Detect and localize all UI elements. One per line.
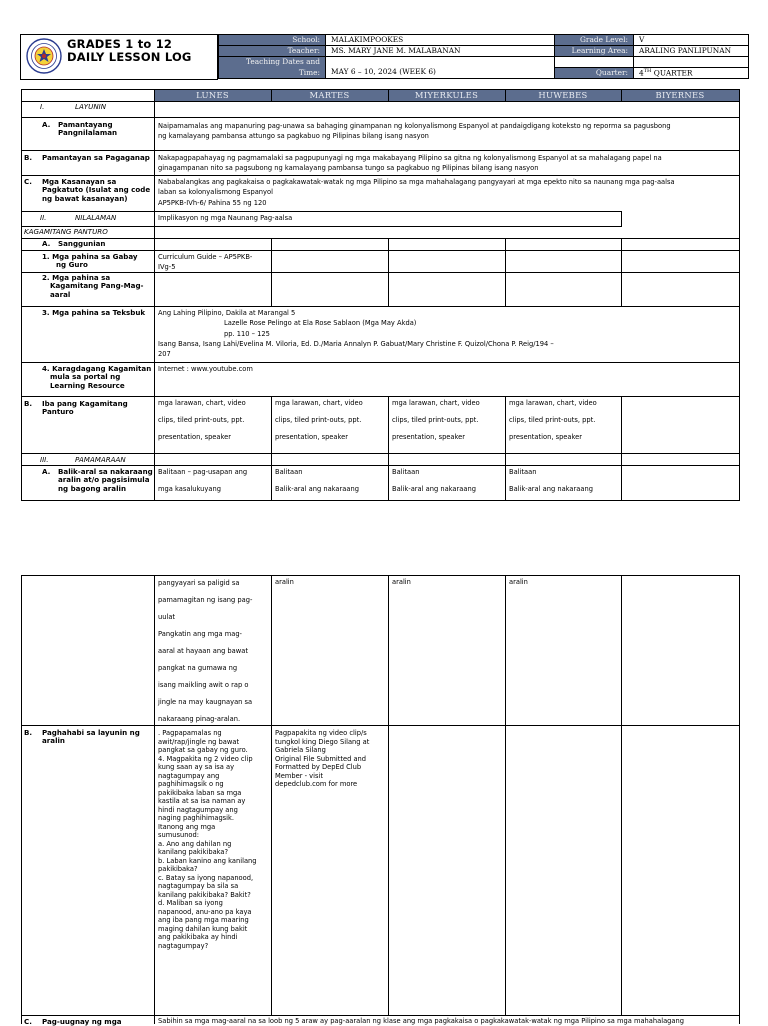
paghahabi-line: hindi nagtagumpay ang — [158, 805, 238, 814]
balik-aral-line: Balitaan — [392, 468, 420, 476]
quarter-label: Quarter: — [554, 67, 633, 78]
balik-aral-line: Balik-aral ang nakaraang — [509, 485, 593, 493]
iba-pang-lunes — [158, 395, 246, 446]
paghahabi-line: awit/rap/jingle ng bawat — [158, 737, 240, 746]
paghahabi-lunes — [158, 729, 257, 950]
paghahabi-line: maging dahilan kung bakit — [158, 924, 248, 933]
continued-line: pangkat na gumawa ng — [158, 664, 238, 672]
row-teksbuk-text-4: Isang Bansa, Isang Lahi/Evelina M. Viloria, Ed. D./Maria Annalyn P. Gabuat/Mary Christine F. Quizol/Chona P. Reig/194 – — [158, 339, 554, 348]
row-gabay-text — [158, 252, 252, 273]
balik-aral-line: Balik-aral ang nakaraang — [392, 485, 476, 493]
row-karagdagang-text: Internet : www.youtube.com — [158, 365, 253, 373]
school-label: School: — [218, 34, 325, 45]
row-teksbuk-label: 3. Mga pahina sa Teksbuk — [42, 308, 146, 317]
row-balik-aral-label-2: aralin at/o pagsisimula — [58, 475, 150, 485]
row-gabay-label-1: 1. Mga pahina sa Gabay — [42, 252, 138, 261]
row-pag-uugnay-label: Pag-uugnay ng mga — [42, 1017, 122, 1026]
page-title — [67, 38, 192, 64]
grade-label: Grade Level: — [554, 34, 633, 45]
paghahabi-line: Gabriela Silang — [275, 746, 326, 754]
row-a-text-1: Naipamamalas ang mapanuring pag-unawa sa bahaging ginampanan ng kolonyalismong Espanyol at pandaigdigang koteksto ng reporma sa pagusbong — [158, 122, 671, 130]
grade-value: V — [639, 35, 645, 44]
balik-aral-line: Balitaan — [509, 468, 537, 476]
section-kagamitan: KAGAMITANG PANTURO — [24, 227, 108, 236]
title-line-1: GRADES 1 to 12 — [67, 37, 173, 51]
row-karagdagang-label-2: mula sa portal ng — [50, 372, 121, 382]
teacher-value: MS. MARY JANE M. MALABANAN — [331, 46, 461, 55]
paghahabi-line: nagtagumpay ang — [158, 771, 220, 780]
day-header-biyernes: BIYERNES — [621, 89, 739, 101]
paghahabi-line: Formatted by DepEd Club — [275, 763, 362, 771]
paghahabi-line: napanood, anu-ano pa kaya — [158, 907, 252, 916]
paghahabi-line: pangkat sa gabay ng guro. — [158, 746, 248, 754]
school-value: MALAKIMPOOKES — [331, 35, 404, 44]
row-gabay-label — [42, 253, 138, 270]
row-iba-pang-label-2: Panturo — [42, 407, 74, 417]
paghahabi-line: d. Maliban sa iyong — [158, 899, 223, 907]
deped-seal-icon — [26, 38, 62, 74]
continued-miyerkules: aralin — [392, 578, 411, 586]
paghahabi-line: ang pakikibaka ay hindi — [158, 933, 238, 941]
continued-line: nakaraang pinag-aralan. — [158, 715, 241, 723]
continued-huwebes: aralin — [509, 578, 528, 586]
dates-value: MAY 6 – 10, 2024 (WEEK 6) — [331, 67, 436, 76]
row-paghahabi-label-1: Paghahabi sa layunin ng — [42, 728, 140, 737]
paghahabi-line: c. Batay sa iyong napanood, — [158, 873, 254, 882]
dates-label-line-1: Teaching Dates and — [246, 57, 320, 66]
row-b-text-1: Nakapagpapahayag ng pagmamalaki sa pagpupunyagi ng mga makabayang Pilipino sa gitna ng kolonyalismong Espanyol at sa mahalagang papel na — [158, 154, 662, 162]
paghahabi-line: a. Ano ang dahilan ng — [158, 839, 232, 848]
row-a-label-1: Pamantayang — [58, 120, 113, 129]
row-sanggunian: Sanggunian — [58, 239, 106, 248]
row-paghahabi-num: B. — [24, 728, 33, 737]
row-iba-pang-label-1: Iba pang Kagamitang — [42, 399, 128, 408]
section-layunin: LAYUNIN — [75, 102, 107, 111]
paghahabi-line: pakikibaka laban sa mga — [158, 788, 242, 797]
iba-pang-line: presentation, speaker — [158, 433, 232, 441]
quarter-suffix: TH — [643, 68, 652, 74]
row-c-text — [158, 177, 675, 208]
section-pamamaraan-num: III. — [40, 455, 49, 464]
title-line-2: DAILY LESSON LOG — [67, 50, 192, 64]
row-c-label-1: Mga Kasanayan sa — [42, 177, 117, 186]
paghahabi-line: kanilang pakikibaka? Bakit? — [158, 890, 251, 899]
row-balik-aral-label-1: Balik-aral sa nakaraang — [58, 467, 153, 476]
iba-pang-line: clips, tiled print-outs, ppt. — [509, 416, 596, 424]
iba-pang-line: mga larawan, chart, video — [509, 399, 597, 407]
row-teksbuk-text-3: pp. 110 – 125 — [224, 329, 270, 338]
paghahabi-line: nagtagumpay ba sila sa — [158, 882, 239, 890]
row-iba-pang-label — [42, 400, 128, 417]
row-sanggunian-num: A. — [42, 239, 51, 248]
paghahabi-martes — [275, 729, 369, 789]
iba-pang-line: mga larawan, chart, video — [158, 399, 246, 407]
row-c-label — [42, 178, 150, 203]
quarter-number: 4 — [639, 68, 644, 78]
row-c-text-2: laban sa kolonyalismong Espanyol — [158, 188, 273, 197]
row-a-text-2: ng kamalayang pambansa attungo sa pagkabuo ng Pilipinas bilang isang nasyon — [158, 132, 429, 141]
balik-aral-line: Balik-aral ang nakaraang — [275, 485, 359, 493]
day-header-miyerkules: MIYERKULES — [388, 89, 505, 101]
balik-aral-line: Balitaan – pag-usapan ang — [158, 468, 248, 476]
section-nilalaman-num: II. — [40, 213, 47, 222]
paghahabi-line: naging paghihimagsik. — [158, 814, 235, 822]
row-karagdagang-label-1: 4. Karagdagang Kagamitan — [42, 364, 152, 373]
section-pamamaraan: PAMAMARAAN — [75, 455, 126, 464]
continued-martes: aralin — [275, 578, 294, 586]
balik-aral-miyerkules — [392, 464, 476, 498]
iba-pang-line: clips, tiled print-outs, ppt. — [275, 416, 362, 424]
paghahabi-line: nagtagumpay? — [158, 941, 209, 950]
row-pag-uugnay-num: C. — [24, 1017, 32, 1026]
dates-label — [218, 56, 325, 78]
balik-aral-martes — [275, 464, 359, 498]
paghahabi-line: Itanong ang mga — [158, 822, 216, 831]
paghahabi-line: Member - visit — [275, 771, 323, 780]
paghahabi-line: ang iba pang mga maaring — [158, 916, 249, 924]
iba-pang-huwebes — [509, 395, 597, 446]
row-balik-aral-label — [58, 468, 153, 493]
row-kagamitang-label-3: aaral — [50, 289, 71, 299]
iba-pang-line: presentation, speaker — [392, 433, 466, 441]
paghahabi-line: sumusunod: — [158, 831, 200, 839]
row-karagdagang-label — [42, 365, 151, 390]
iba-pang-line: clips, tiled print-outs, ppt. — [392, 416, 479, 424]
row-a-label-2: Pangnilalaman — [58, 128, 118, 138]
row-b-text-2: ginagampanan nito sa pagsubong ng kamalayang pambansa tungo sa pagkabuo ng Pilipinas bilang isang nasyon — [158, 164, 539, 173]
row-c-text-1: Nababalangkas ang pagkakaisa o pagkakawatak-watak ng mga Pilipino sa mga mahahalagang pangyayari at mga epekto nito sa naunang mga pag-aalsa — [158, 178, 675, 186]
row-a-text — [158, 121, 671, 142]
balik-aral-lunes — [158, 464, 247, 498]
continued-line: pamamagitan ng isang pag- — [158, 596, 253, 604]
iba-pang-line: presentation, speaker — [509, 433, 583, 441]
iba-pang-line: mga larawan, chart, video — [275, 399, 363, 407]
continued-line: isang maikling awit o rap o — [158, 681, 249, 689]
row-a-label — [58, 121, 117, 138]
iba-pang-line: mga larawan, chart, video — [392, 399, 480, 407]
row-kagamitang-label-2: Kagamitang Pang-Mag- — [50, 281, 144, 291]
balik-aral-line: Balitaan — [275, 468, 303, 476]
row-b-num: B. — [24, 153, 33, 162]
row-balik-aral-num: A. — [42, 467, 51, 476]
corner-cell — [21, 89, 154, 101]
row-teksbuk-text — [158, 308, 554, 359]
nilalaman-text: Implikasyon ng mga Naunang Pag-aalsa — [158, 214, 293, 222]
area-value: ARALING PANLIPUNAN — [639, 46, 732, 55]
paghahabi-line: . Pagpapamalas ng — [158, 729, 222, 737]
balik-aral-line: mga kasalukuyang — [158, 485, 221, 493]
paghahabi-line: kanilang pakikibaka? — [158, 848, 229, 856]
row-gabay-text-2: IVg-5 — [158, 263, 176, 272]
row-teksbuk-text-5: 207 — [158, 350, 171, 359]
paghahabi-line: paghihimagsik o ng — [158, 780, 224, 788]
row-b-label: Pamantayan sa Pagaganap — [42, 153, 150, 162]
continued-line: Pangkatin ang mga mag- — [158, 630, 242, 638]
row-c-num: C. — [24, 177, 32, 186]
section-layunin-num: I. — [40, 102, 45, 111]
row-gabay-label-2: ng Guro — [56, 260, 88, 270]
continued-lunes — [158, 575, 252, 728]
paghahabi-line: tungkol king Diego Silang at — [275, 737, 370, 746]
paghahabi-line: pakikibaka? — [158, 865, 198, 873]
day-header-martes: MARTES — [271, 89, 388, 101]
balik-aral-huwebes — [509, 464, 593, 498]
quarter-word: QUARTER — [651, 68, 693, 78]
row-kagamitang-label-1: 2. Mga pahina sa — [42, 273, 111, 282]
paghahabi-line: kung saan ay sa isa ay — [158, 763, 235, 771]
iba-pang-line: clips, tiled print-outs, ppt. — [158, 416, 245, 424]
iba-pang-martes — [275, 395, 363, 446]
row-iba-pang-num: B. — [24, 399, 33, 408]
continued-line: uulat — [158, 613, 176, 621]
teacher-label: Teacher: — [218, 45, 325, 56]
row-paghahabi-label — [42, 729, 140, 746]
row-c-label-3: ng bawat kasanayan) — [42, 193, 128, 203]
iba-pang-miyerkules — [392, 395, 480, 446]
paghahabi-line: b. Laban kanino ang kanilang — [158, 856, 257, 865]
paghahabi-line: 4. Magpakita ng 2 video clip — [158, 754, 253, 763]
row-b-text — [158, 153, 662, 174]
row-teksbuk-text-1: Ang Lahing Pilipino, Dakila at Marangal 5 — [158, 309, 296, 317]
paghahabi-line: Original File Submitted and — [275, 754, 367, 763]
continued-line: pangyayari sa paligid sa — [158, 579, 240, 587]
paghahabi-line: kastila at sa isa naman ay — [158, 797, 246, 805]
continued-line: jingle na may kaugnayan sa — [158, 698, 253, 706]
row-c-label-2: Pagkatuto (Isulat ang code — [42, 185, 151, 195]
blank-cell — [554, 56, 633, 67]
row-a-num: A. — [42, 120, 51, 129]
row-kagamitang-label — [42, 274, 143, 299]
paghahabi-line: Pagpapakita ng video clip/s — [275, 729, 367, 737]
row-gabay-text-1: Curriculum Guide – AP5PKB- — [158, 253, 253, 261]
row-balik-aral-label-3: ng bagong aralin — [58, 483, 126, 493]
row-paghahabi-label-2: aralin — [42, 736, 65, 746]
row-teksbuk-text-2: Lazelle Rose Pelingo at Ela Rose Sablaon (Mga May Akda) — [224, 319, 417, 328]
day-header-huwebes: HUWEBES — [505, 89, 621, 101]
dates-label-line-2: Time: — [298, 67, 320, 77]
row-karagdagang-label-3: Learning Resource — [50, 380, 125, 390]
iba-pang-line: presentation, speaker — [275, 433, 349, 441]
row-pag-uugnay-text: Sabihin sa mga mag-aaral na sa loob ng 5 araw ay pag-aaralan ng klase ang mga pagkakaisa o pagkakawatak-watak ng mga Pilipino sa mga mahahalagang — [158, 1017, 685, 1025]
row-c-text-3: AP5PKB-IVh-6/ Pahina 55 ng 120 — [158, 198, 267, 207]
paghahabi-line: depedclub.com for more — [275, 780, 358, 788]
continued-line: aaral at hayaan ang bawat — [158, 647, 248, 655]
section-nilalaman: NILALAMAN — [75, 213, 117, 222]
area-label: Learning Area: — [554, 45, 633, 56]
day-header-lunes: LUNES — [154, 89, 271, 101]
